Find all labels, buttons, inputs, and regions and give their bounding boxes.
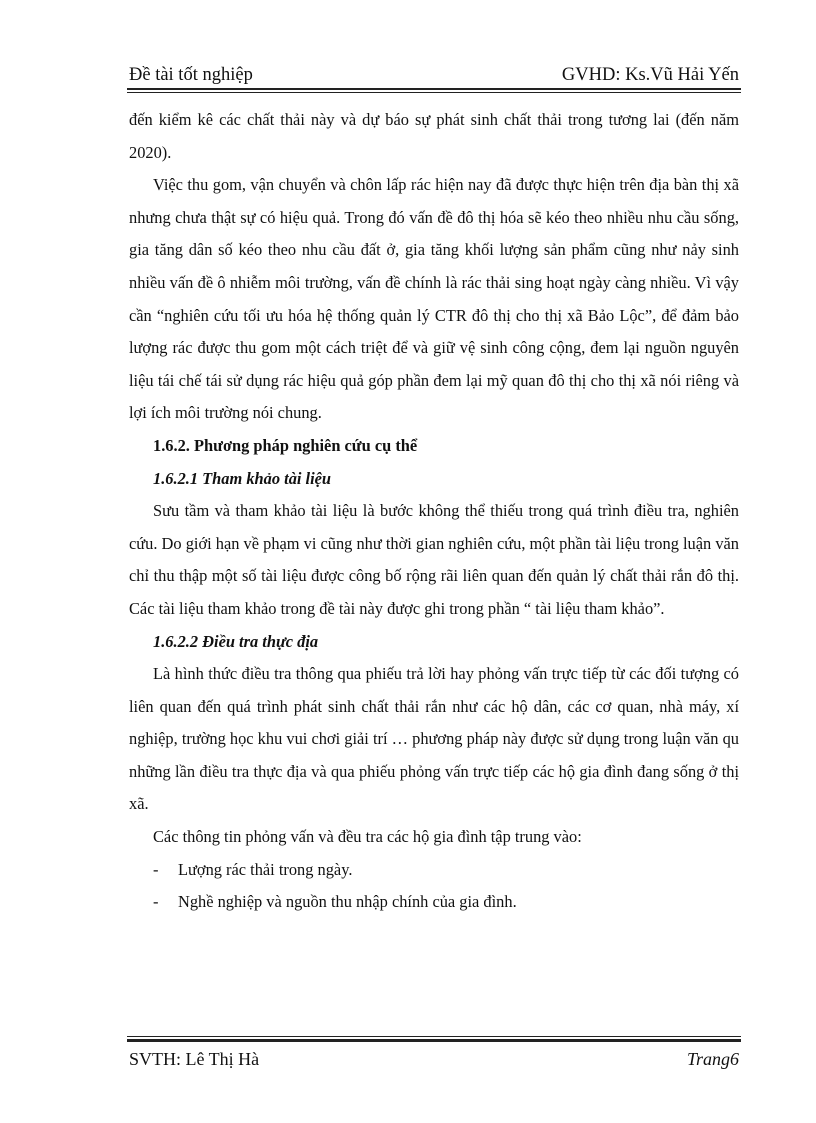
bullet-marker: - [153,892,159,912]
header-supervisor: GVHD: Ks.Vũ Hải Yến [561,65,739,85]
paragraph-literature: Sưu tầm và tham khảo tài liệu là bước không thể thiếu trong quá trình điều tra, nghiên cứu. Do giới hạn về phạm vi cũng như thời gian nghiên cứu, một phần tài liệu trong luận văn chỉ thu thập một số tài liệu được công bố rộng rãi liên quan đến quản lý chất thải rắn đô thị. Các tài liệu tham khảo trong đề tài này được ghi trong phần “ tài liệu tham khảo”. [129,501,739,618]
list-item [129,886,739,919]
list-item-text: Lượng rác thải trong ngày. [178,859,353,879]
header-thesis-title: Đề tài tốt nghiệp [129,65,253,85]
section-heading: 1.6.2. Phương pháp nghiên cứu cụ thể [153,435,418,455]
paragraph-continuation: đến kiểm kê các chất thải này và dự báo sự phát sinh chất thải trong tương lai (đến năm 2020). [129,110,739,162]
paragraph-fieldwork: Là hình thức điều tra thông qua phiếu trả lời hay phỏng vấn trực tiếp từ các đối tượng có liên quan đến quá trình phát sinh chất thải rắn như các hộ dân, các cơ quan, nhà máy, xí nghiệp, trường học khu vui chơi giải trí … phương pháp này được sử dụng trong luận văn qu những lần điều tra thực địa và qua phiếu phỏng vấn trực tiếp các hộ gia đình đang sống ở thị xã. [129,664,739,814]
page-header [129,58,739,86]
subsection-heading-fieldwork: 1.6.2.2 Điều tra thực địa [153,631,319,651]
footer-divider-thin [127,1036,741,1037]
header-divider [127,88,741,90]
list-item-text: Nghề nghiệp và nguồn thu nhập chính của gia đình. [178,892,517,912]
footer-divider [127,1039,741,1042]
header-divider-thin [127,92,741,93]
page-body [129,104,739,919]
paragraph-interview-intro: Các thông tin phỏng vấn và đều tra các hộ gia đình tập trung vào: [153,827,582,847]
page-footer [129,1046,739,1072]
footer-student: SVTH: Lê Thị Hà [129,1048,260,1069]
page-number: Trang6 [686,1048,739,1069]
list-item [129,854,739,887]
bullet-marker: - [153,859,159,879]
subsection-heading-literature: 1.6.2.1 Tham khảo tài liệu [153,468,332,488]
paragraph-collection-status: Việc thu gom, vận chuyển và chôn lấp rác hiện nay đã được thực hiện trên địa bàn thị xã nhưng chưa thật sự có hiệu quả. Trong đó vấn đề đô thị hóa sẽ kéo theo nhiều nhu cầu sống, gia tăng dân số kéo theo nhu cầu đất ở, gia tăng khối lượng sản phẩm cũng như nảy sinh nhiều vấn đề ô nhiễm môi trường, vấn đề chính là rác thải sing hoạt ngày càng nhiều. Vì vậy cần “nghiên cứu tối ưu hóa hệ thống quản lý CTR đô thị cho thị xã Bảo Lộc”, để đảm bảo lượng rác được thu gom một cách triệt để và giữ vệ sinh công cộng, đem lại nguồn nguyên liệu tái chế tái sử dụng rác hiệu quả góp phần đem lại mỹ quan đô thị cho thị xã nói riêng và lợi ích môi trường nói chung. [129,175,739,423]
